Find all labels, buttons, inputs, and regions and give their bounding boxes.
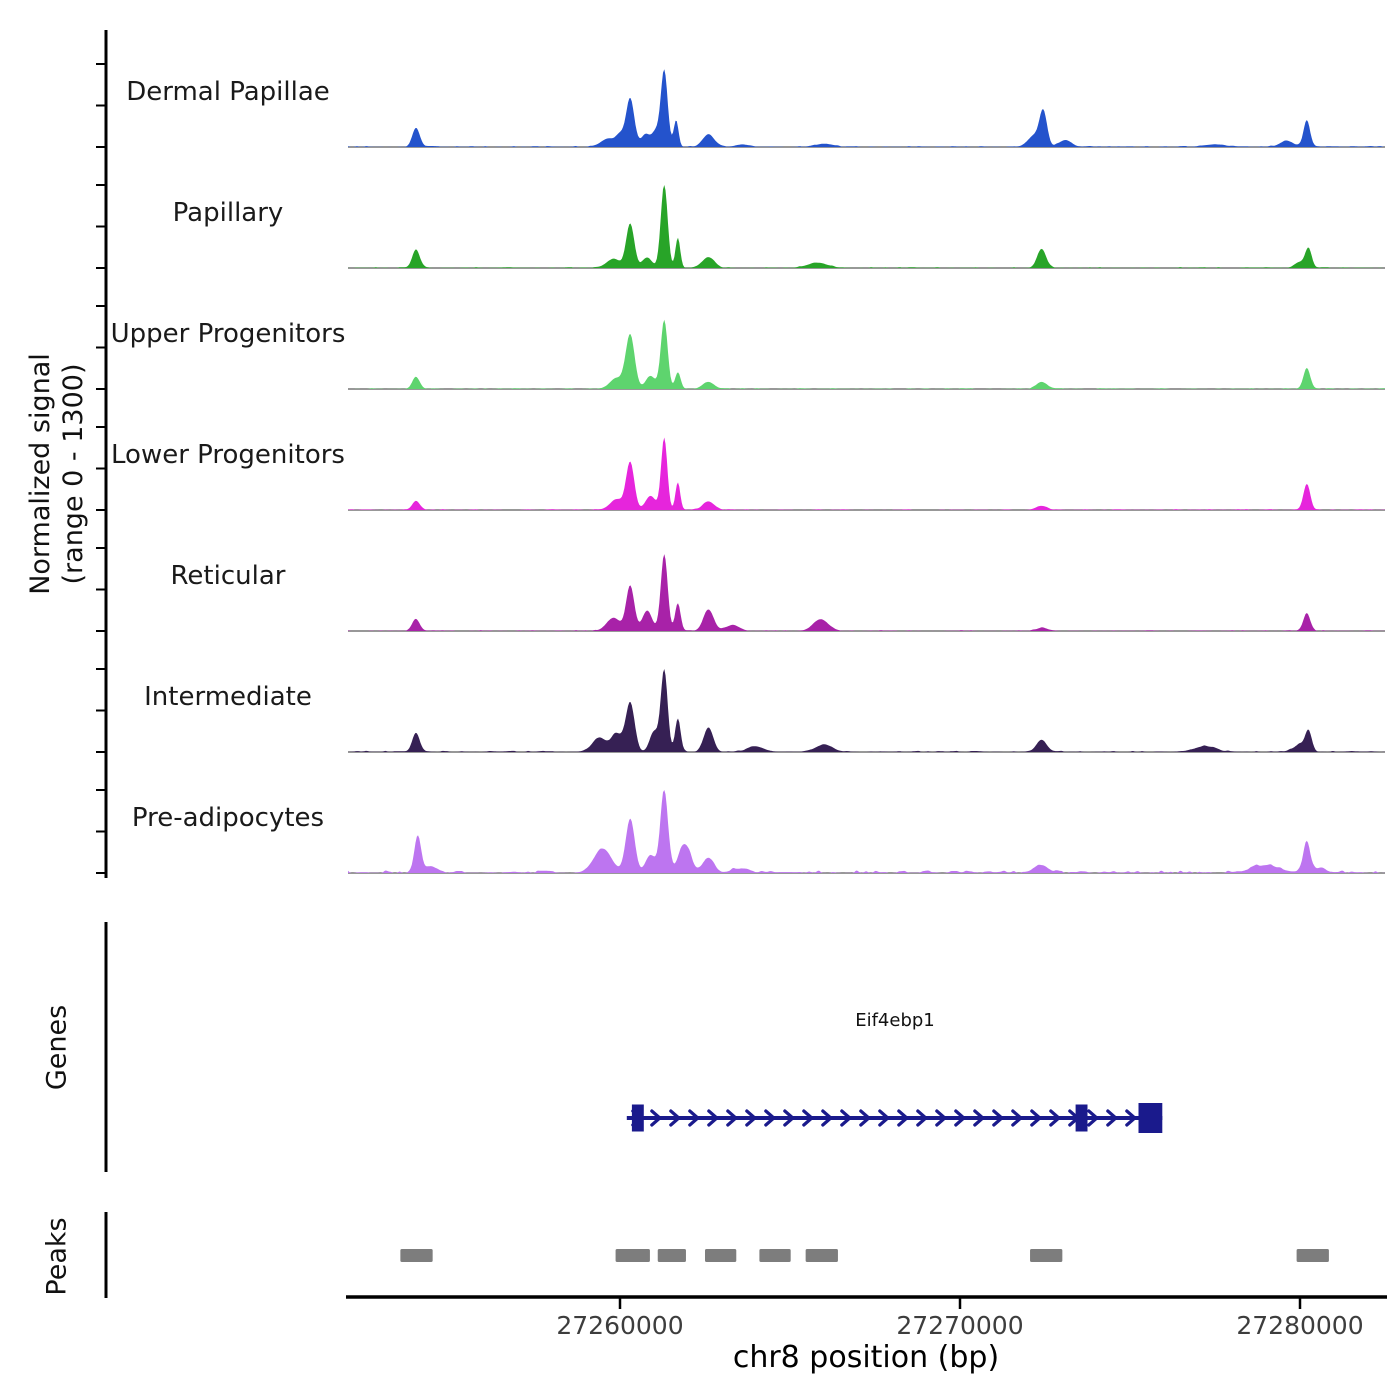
track-label-pre-adipocytes: Pre-adipocytes bbox=[131, 803, 325, 833]
y-axis-label-line2: (range 0 - 1300) bbox=[58, 363, 89, 585]
peak-interval bbox=[705, 1249, 736, 1262]
peak-interval bbox=[658, 1249, 686, 1262]
track-label-intermediate: Intermediate bbox=[144, 682, 312, 712]
x-axis-title: chr8 position (bp) bbox=[732, 1340, 1000, 1375]
y-axis-label bbox=[24, 274, 90, 674]
peaks-section-label: Peaks bbox=[41, 1217, 73, 1296]
peak-interval bbox=[400, 1249, 432, 1262]
genes-section-label: Genes bbox=[41, 1004, 73, 1091]
signal-area-pre-adipocytes bbox=[348, 790, 1385, 873]
gene-exon-block bbox=[632, 1105, 644, 1132]
track-label-papillary: Papillary bbox=[172, 198, 284, 228]
peak-interval bbox=[616, 1249, 650, 1262]
x-tick-label: 27270000 bbox=[896, 1311, 1024, 1340]
signal-area-upper-progenitors bbox=[348, 320, 1385, 389]
signal-area-papillary bbox=[348, 185, 1385, 268]
track-label-lower-progenitors: Lower Progenitors bbox=[111, 440, 345, 470]
track-label-reticular: Reticular bbox=[170, 561, 286, 591]
signal-area-reticular bbox=[348, 554, 1385, 631]
signal-area-lower-progenitors bbox=[348, 438, 1385, 511]
peak-interval bbox=[759, 1249, 790, 1262]
y-axis-label-line1: Normalized signal bbox=[25, 353, 56, 595]
track-label-dermal-papillae: Dermal Papillae bbox=[126, 77, 330, 107]
signal-area-intermediate bbox=[348, 669, 1385, 752]
signal-area-dermal-papillae bbox=[348, 69, 1385, 147]
peak-interval bbox=[1030, 1249, 1062, 1262]
gene-exon-block bbox=[1139, 1103, 1163, 1133]
track-label-upper-progenitors: Upper Progenitors bbox=[110, 319, 346, 349]
gene-name-label: Eif4ebp1 bbox=[855, 1010, 935, 1031]
x-tick-label: 27260000 bbox=[556, 1311, 684, 1340]
gene-exon-block bbox=[1076, 1105, 1088, 1132]
x-tick-label: 27280000 bbox=[1236, 1311, 1364, 1340]
peak-interval bbox=[1297, 1249, 1329, 1262]
peak-interval bbox=[806, 1249, 838, 1262]
